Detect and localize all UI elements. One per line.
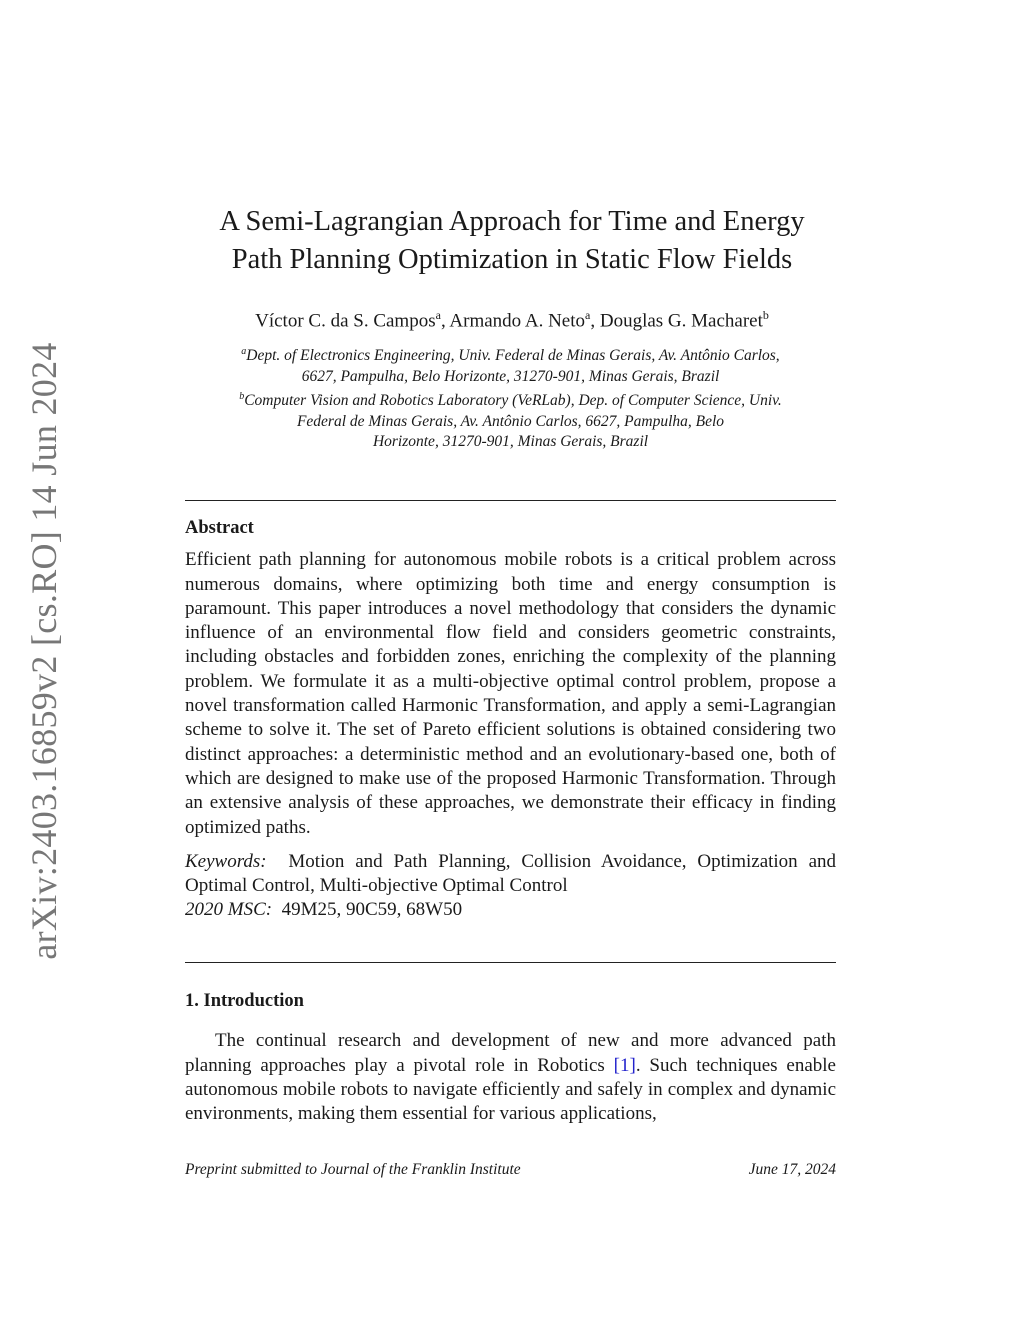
paper-title xyxy=(0,203,1024,279)
author-name: Douglas G. Macharet xyxy=(599,310,763,332)
introduction-heading: 1. Introduction xyxy=(185,991,304,1011)
footer-date: June 17, 2024 xyxy=(748,1161,836,1178)
author-list xyxy=(0,302,1024,334)
affiliation-a xyxy=(185,342,836,367)
introduction-paragraph xyxy=(185,1029,836,1126)
msc-label: 2020 MSC: xyxy=(185,899,273,921)
author-affil-mark: a xyxy=(435,308,441,322)
abstract-bottom-rule xyxy=(185,962,836,963)
affiliation-a-line-2: 6627, Pampulha, Belo Horizonte, 31270-901, Minas Gerais, Brazil xyxy=(301,367,720,385)
introduction-section xyxy=(185,989,836,1126)
abstract-heading: Abstract xyxy=(185,518,254,538)
arxiv-side-stamp: arXiv:2403.16859v2 [cs.RO] 14 Jun 2024 xyxy=(24,342,64,960)
author-affil-mark: b xyxy=(762,308,769,322)
keywords xyxy=(185,850,836,899)
footer-preprint-note: Preprint submitted to Journal of the Franklin Institute xyxy=(185,1161,521,1178)
introduction-text-continued: . Such techniques enable autonomous mobile robots to navigate efficiently and safely in complex and dynamic environments, making them essential for various applications, xyxy=(185,1054,836,1125)
affiliation-a-line-1: Dept. of Electronics Engineering, Univ. Federal de Minas Gerais, Av. Antônio Carlos, xyxy=(246,347,780,365)
affiliation-b xyxy=(185,387,836,412)
affiliations xyxy=(185,342,836,453)
author-affil-mark: a xyxy=(585,308,591,322)
msc-codes xyxy=(185,898,836,922)
abstract-top-rule xyxy=(185,500,836,501)
author-name: Víctor C. da S. Campos xyxy=(255,310,436,332)
author-separator: , xyxy=(590,310,600,332)
abstract-section xyxy=(185,516,836,923)
page-footer xyxy=(185,1160,836,1180)
affiliation-b-line-2: Federal de Minas Gerais, Av. Antônio Carlos, 6627, Pampulha, Belo xyxy=(296,412,725,430)
citation-link[interactable]: [1] xyxy=(613,1054,636,1076)
affiliation-mark: a xyxy=(241,346,247,357)
author-name: Armando A. Neto xyxy=(449,310,586,332)
msc-text: 49M25, 90C59, 68W50 xyxy=(281,899,463,921)
keywords-text: Motion and Path Planning, Collision Avoidance, Optimization and Optimal Control, Multi-objective Optimal Control xyxy=(185,850,837,897)
affiliation-b-line-3: Horizonte, 31270-901, Minas Gerais, Brazil xyxy=(372,433,649,451)
keywords-label: Keywords: xyxy=(185,850,267,872)
introduction-text: The continual research and development of new and more advanced path planning approaches play a pivotal role in Robotics xyxy=(185,1030,836,1076)
title-line-2: Path Planning Optimization in Static Flow Fields xyxy=(231,244,793,275)
author-separator: , xyxy=(440,310,450,332)
abstract-text: Efficient path planning for autonomous mobile robots is a critical problem across numerous domains, where optimizing both time and energy consumption is paramount. This paper introduces a novel methodology that considers the dynamic influence of an environmental flow field and considers geometric constraints, including obstacles and forbidden zones, enriching the complexity of the planning problem. We formulate it as a multi-objective optimal control problem, propose a novel transformation called Harmonic Transformation, and apply a semi-Lagrangian scheme to solve it. The set of Pareto efficient solutions is obtained considering two distinct approaches: a deterministic method and an evolutionary-based one, both of which are designed to make use of the proposed Harmonic Transformation. Through an extensive analysis of these approaches, we demonstrate their efficacy in finding optimized paths. xyxy=(185,549,836,838)
affiliation-b-line-1: Computer Vision and Robotics Laboratory (VeRLab), Dep. of Computer Science, Univ. xyxy=(244,392,782,410)
affiliation-mark: b xyxy=(239,391,245,403)
title-line-1: A Semi-Lagrangian Approach for Time and Energy xyxy=(219,206,805,237)
